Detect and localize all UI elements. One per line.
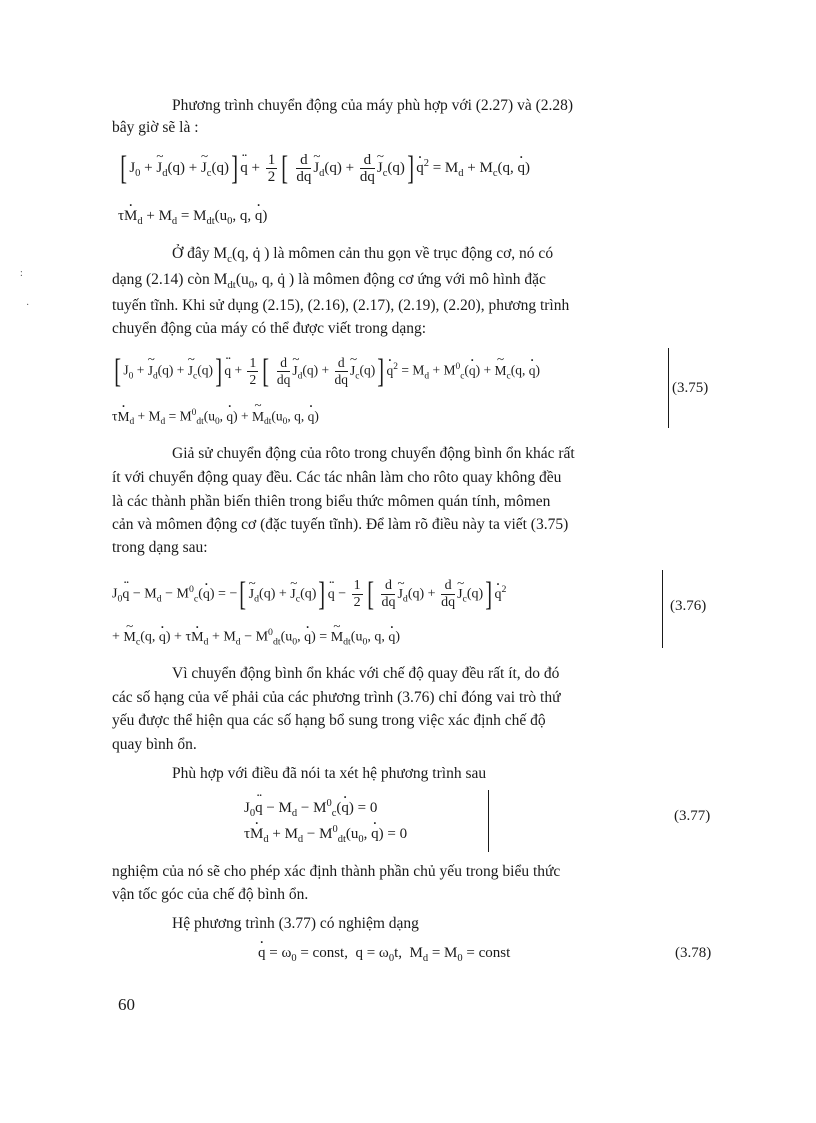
paragraph-1-line-2: bây giờ sẽ là : xyxy=(112,119,199,136)
paragraph-2-line-2: dạng (2.14) còn $M_{dt}(u_0$, q, q̇ ) là mômen động cơ ứng với mô hình đặc xyxy=(112,271,546,292)
equation-3-77-line-2: τ. $M_d + M_d - M^0_{dt}(u_0$, . q) = 0 xyxy=(244,824,407,845)
equation-3-77-line-1: $J_0$.. $q - M_d - M^0_c$(. q) = 0 xyxy=(244,798,377,819)
equation-motion-2: τ. $M_d + M_d = M_{dt}(u_0$, q, . q) xyxy=(118,208,267,227)
paragraph-4-line-4: quay bình ổn. xyxy=(112,736,197,753)
margin-mark-2: · xyxy=(26,300,30,311)
brace-3-77 xyxy=(484,790,489,852)
equation-number-3-76: (3.76) xyxy=(670,598,707,614)
paragraph-3-line-3: là các thành phần biến thiên trong biểu thức mômen quán tính, mômen xyxy=(112,493,551,510)
equation-3-75-line-1: [ $J_0$ + ~ $J_d(q)$ + ~ $J_c(q)$].. q + $\frac{1}{2}$ [ $\frac{d}{dq}$ ~ $J_d(q)$ + $\frac{d}{dq}$ ~ $J_c(q)$]. $q^2 = M_d + M^0_c$(. q) + ~ $M_c(q$, . q) xyxy=(112,355,540,388)
equation-number-3-77: (3.77) xyxy=(674,808,711,824)
paragraph-6-line-1: nghiệm của nó sẽ cho phép xác định thành phần chủ yếu trong biểu thức xyxy=(112,863,561,880)
brace-3-75 xyxy=(664,348,669,428)
paragraph-1-line-1: Phương trình chuyển động của máy phù hợp với (2.27) và (2.28) xyxy=(172,97,574,114)
paragraph-2-line-1: Ở đây $M_c(q$, q̇ ) là mômen cản thu gọn về trục động cơ, nó có xyxy=(172,245,554,266)
paragraph-3-line-1: Giả sử chuyển động của rôto trong chuyển động bình ổn khác rất xyxy=(172,445,575,462)
paragraph-6-line-2: vận tốc góc của chế độ bình ổn. xyxy=(112,886,309,903)
equation-3-75-line-2: τ. $M_d + M_d = M^0_{dt}(u_0$, . q) + ~ $M_{dt}(u_0$, q, . q) xyxy=(112,408,319,427)
paragraph-3-line-2: ít với chuyển động quay đều. Các tác nhân làm cho rôto quay không đều xyxy=(112,469,562,486)
page-number: 60 xyxy=(118,995,135,1014)
paragraph-4-line-2: các số hạng của vế phải của các phương trình (3.76) chỉ đóng vai trò thứ xyxy=(112,689,561,706)
paragraph-4-line-3: yếu được thể hiện qua các số hạng bổ sung trong việc xác định chế độ xyxy=(112,712,546,729)
paragraph-7-line-1: Hệ phương trình (3.77) có nghiệm dạng xyxy=(172,915,419,932)
paragraph-4-line-1: Vì chuyển động bình ổn khác với chế độ quay đều rất ít, do đó xyxy=(172,665,560,682)
equation-number-3-75: (3.75) xyxy=(672,380,709,396)
brace-3-76 xyxy=(658,570,663,648)
paragraph-3-line-4: cản và mômen động cơ (đặc tuyến tĩnh). Để làm rõ điều này ta viết (3.75) xyxy=(112,516,569,533)
equation-3-76-line-1: $J_0$.. $q - M_d - M^0_c$(. q) = −[~ $J_d(q)$ + ~ $J_c(q)$].. q − $\frac{1}{2}$ [ $\frac{d}{dq}$ ~ $J_d(q)$ + $\frac{d}{dq}$ ~ $J_c(q)$]. $q^2$ xyxy=(112,578,506,611)
paragraph-2-line-3: tuyến tĩnh. Khi sử dụng (2.15), (2.16), (2.17), (2.19), (2.20), phương trình xyxy=(112,297,570,314)
paragraph-5-line-1: Phù hợp với điều đã nói ta xét hệ phương trình sau xyxy=(172,765,487,782)
equation-3-76-line-2: + ~ $M_c(q$, . q) + τ. $M_d + M_d - M^0_{dt}(u_0$, . q) = ~ $M_{dt}(u_0$, q, . q) xyxy=(112,627,400,647)
equation-3-78: . $q = \omega_0$ = const, $q = \omega_0t$, $M_d = M_0$ = const xyxy=(258,945,510,964)
equation-motion-1: [ $J_0$ + ~ $J_d(q)$ + ~ $J_c(q)$].. q + $\frac{1}{2}$ [ $\frac{d}{dq}$ ~ $J_d(q)$ + $\frac{d}{dq}$ ~ $J_c(q)$]. $q^2 = M_d + M_c(q$, . q) xyxy=(118,152,530,185)
paragraph-2-line-4: chuyển động của máy có thể được viết trong dạng: xyxy=(112,320,427,337)
paragraph-3-line-5: trong dạng sau: xyxy=(112,539,208,556)
margin-mark-1: : xyxy=(20,268,23,279)
equation-number-3-78: (3.78) xyxy=(675,945,712,961)
